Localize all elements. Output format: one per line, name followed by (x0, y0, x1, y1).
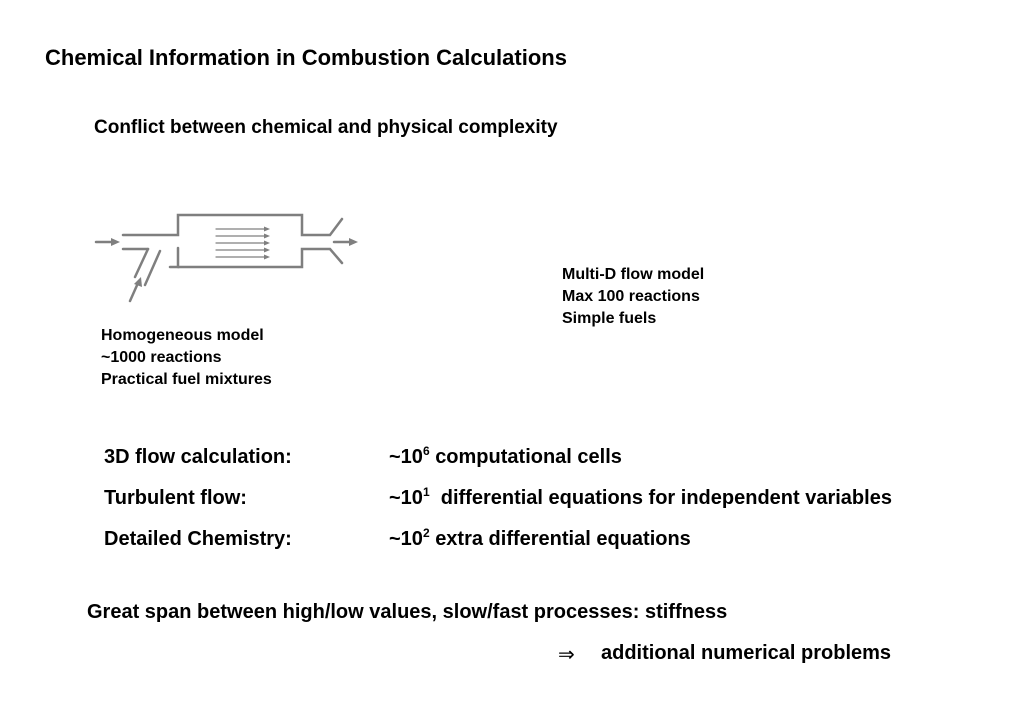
stiffness-statement: Great span between high/low values, slow/fast processes: stiffness (87, 601, 728, 623)
lower-wall-inner (170, 248, 178, 267)
side-inlet-wall-left (135, 249, 148, 277)
row-label-chemistry: Detailed Chemistry: (104, 528, 292, 550)
row-value-chemistry: $\sim 10^2$ extra differential equations (389, 526, 691, 550)
row-value-turbulent: $\sim 10^1$ differential equations for independent variables (389, 485, 892, 509)
caption-line: Max 100 reactions (562, 288, 700, 305)
inlet-arrowhead (111, 238, 120, 246)
multid-model-caption (562, 264, 704, 330)
row-label-3d-flow: 3D flow calculation: (104, 446, 292, 468)
consequence-statement: additional numerical problems (601, 642, 892, 664)
caption-line: Practical fuel mixtures (101, 371, 272, 388)
side-inlet-arrow-shaft (130, 283, 138, 301)
row-value-3d-flow: $\sim 10^6$ computational cells (389, 444, 622, 468)
subtitle: Conflict between chemical and physical complexity (94, 117, 558, 138)
caption-line: Simple fuels (562, 310, 657, 327)
lower-wall (178, 249, 342, 267)
outlet-arrowhead (349, 238, 358, 246)
upper-wall (123, 215, 342, 235)
caption-line: Multi-D flow model (562, 266, 705, 283)
page-title: Chemical Information in Combustion Calculations (45, 45, 567, 70)
row-label-turbulent: Turbulent flow: (104, 487, 247, 509)
flow-lines (216, 229, 266, 257)
combustor-diagram (90, 205, 370, 310)
implies-symbol: ⇒ (558, 644, 575, 666)
caption-line: ~1000 reactions (101, 349, 222, 366)
side-inlet-arrowhead (134, 277, 142, 287)
side-inlet-wall-right (145, 251, 160, 285)
homogeneous-model-caption (101, 325, 272, 391)
caption-line: Homogeneous model (101, 327, 264, 344)
